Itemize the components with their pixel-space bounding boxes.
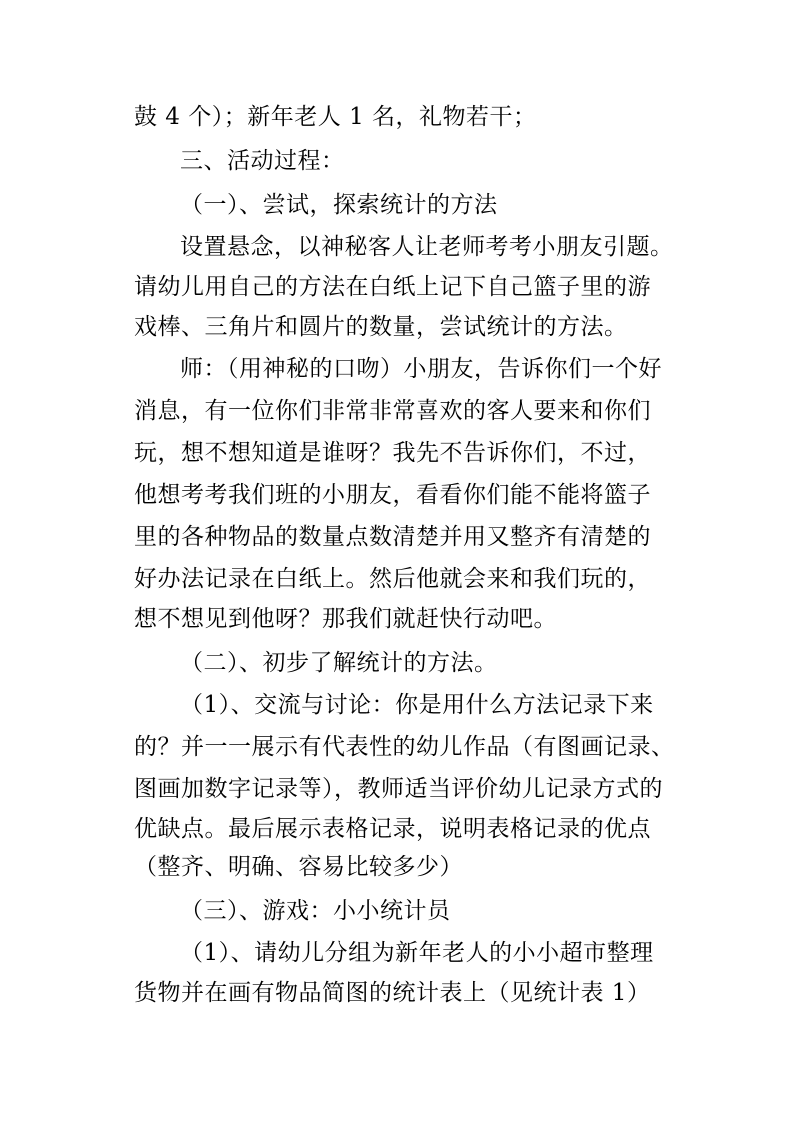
subheading-understand-stats: （二）、初步了解统计的方法。 [180,650,498,676]
paragraph-line: 想不想见到他呀？那我们就赶快行动吧。 [134,606,557,632]
paragraph-line: 戏棒、三角片和圆片的数量，尝试统计的方法。 [134,314,628,340]
paragraph-line: 图画加数字记录等），教师适当评价幼儿记录方式的 [134,776,663,802]
paragraph-line: 的？并一一展示有代表性的幼儿作品（有图画记录、 [134,734,675,760]
paragraph-line: （1）、请幼儿分组为新年老人的小小超市整理 [180,940,654,966]
paragraph-line: 里的各种物品的数量点数清楚并用又整齐有清楚的 [134,524,651,550]
subheading-try-explore: （一）、尝试，探索统计的方法 [180,192,498,218]
paragraph-line: 师：（用神秘的口吻）小朋友，告诉你们一个好 [180,356,662,382]
paragraph-line: 玩，想不想知道是谁呀？我先不告诉你们，不过， [134,440,651,466]
paragraph-line: 好办法记录在白纸上。然后他就会来和我们玩的， [134,566,651,592]
paragraph-line: 他想考考我们班的小朋友，看看你们能不能将篮子 [134,482,651,508]
subheading-game: （三）、游戏：小小统计员 [180,898,451,924]
paragraph-line: （1）、交流与讨论：你是用什么方法记录下来 [180,692,654,718]
section-heading-activity-process: 三、活动过程： [180,148,345,174]
paragraph-line: 优缺点。最后展示表格记录，说明表格记录的优点 [134,816,651,842]
text-line-materials: 鼓 4 个）；新年老人 1 名，礼物若干； [134,104,537,130]
paragraph-line: 设置悬念，以神秘客人让老师考考小朋友引题。 [180,234,674,260]
paragraph-line: （整齐、明确、容易比较多少） [134,854,463,880]
paragraph-line: 消息，有一位你们非常非常喜欢的客人要来和你们 [134,398,651,424]
paragraph-line: 请幼儿用自己的方法在白纸上记下自己篮子里的游 [134,274,651,300]
paragraph-line: 货物并在画有物品简图的统计表上（见统计表 1） [134,980,651,1006]
